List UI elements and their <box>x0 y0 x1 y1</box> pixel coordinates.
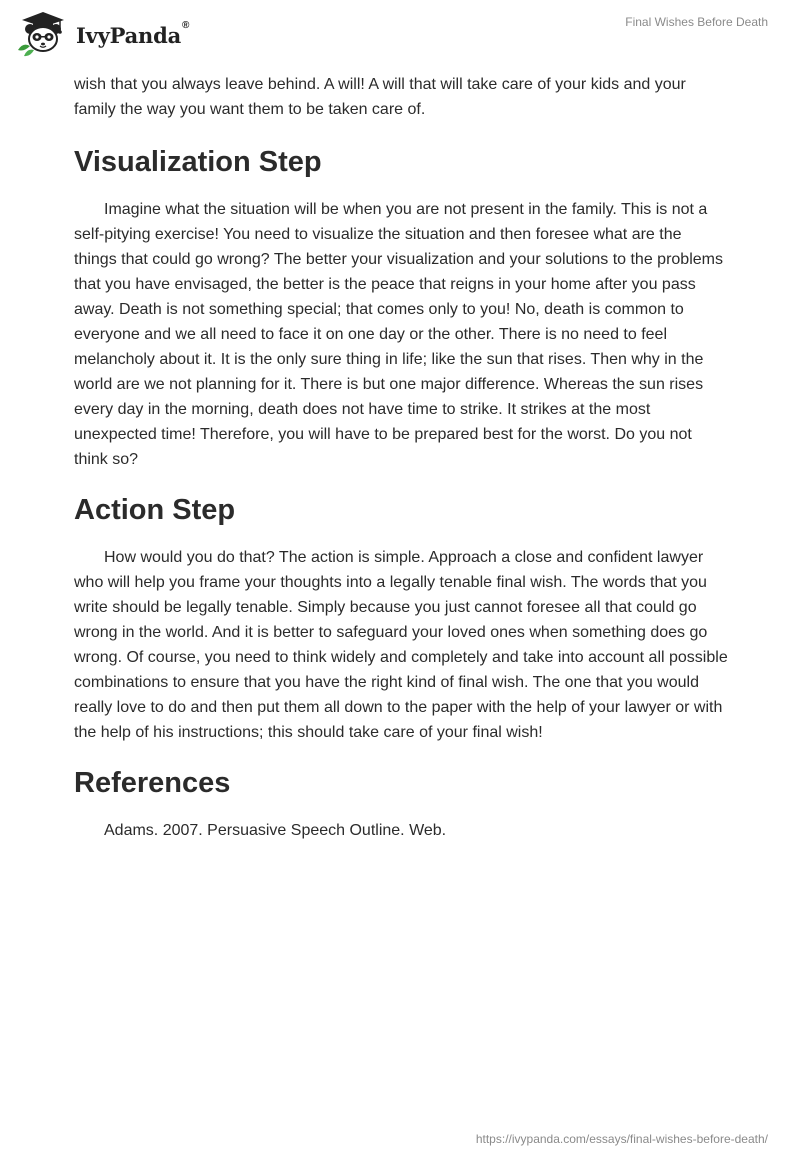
brand-name: IvyPanda® <box>76 19 190 48</box>
ivypanda-logo[interactable] <box>14 8 194 60</box>
references-heading: References <box>74 767 231 799</box>
source-url[interactable]: https://ivypanda.com/essays/final-wishes-before-death/ <box>475 1132 768 1146</box>
section-heading-visualization: Visualization Step <box>74 146 322 178</box>
section-paragraph-visualization: Imagine what the situation will be when you are not present in the family. This is not a self-pitying exercise! You need to visualize the situation and then foresee what are the things that could go wrong? The better your visualization and your solutions to the problems that you have envisaged, the better is the peace that reigns in your home after you pass away. Death is not something special; that comes only to you! No, death is common to everyone and we all need to face it on one day or the other. There is no need to feel melancholy about it. It is the only sure thing in life; like the sun that rises. Then why in the world are we not planning for it. There is but one major difference. Whereas the sun rises every day in the morning, death does not have time to strike. It strikes at the most unexpected time! Therefore, you will have to be prepared best for the worst. Do you not think so? <box>74 201 723 468</box>
section-heading-action: Action Step <box>74 494 236 526</box>
reference-item: Adams. 2007. Persuasive Speech Outline. Web. <box>104 822 447 839</box>
page-header <box>0 0 800 70</box>
essay-body <box>74 72 728 843</box>
intro-paragraph: wish that you always leave behind. A will! A will that will take care of your kids and your family the way you want them to be taken care of. <box>74 76 686 118</box>
section-paragraph-action: How would you do that? The action is simple. Approach a close and confident lawyer who will help you frame your thoughts into a legally tenable final wish. The words that you write should be legally tenable. Simply because you just cannot foresee all that could go wrong in the world. And it is better to safeguard your loved ones when something does go wrong. Of course, you need to think widely and completely and take into account all possible combinations to ensure that you have the right kind of final wish. The one that you would really love to do and then put them all down to the paper with the help of your lawyer or with the help of his instructions; this should take care of your final wish! <box>74 549 728 741</box>
document-title: Final Wishes Before Death <box>625 15 768 29</box>
panda-graduate-icon <box>14 10 72 58</box>
registered-mark: ® <box>182 19 190 31</box>
